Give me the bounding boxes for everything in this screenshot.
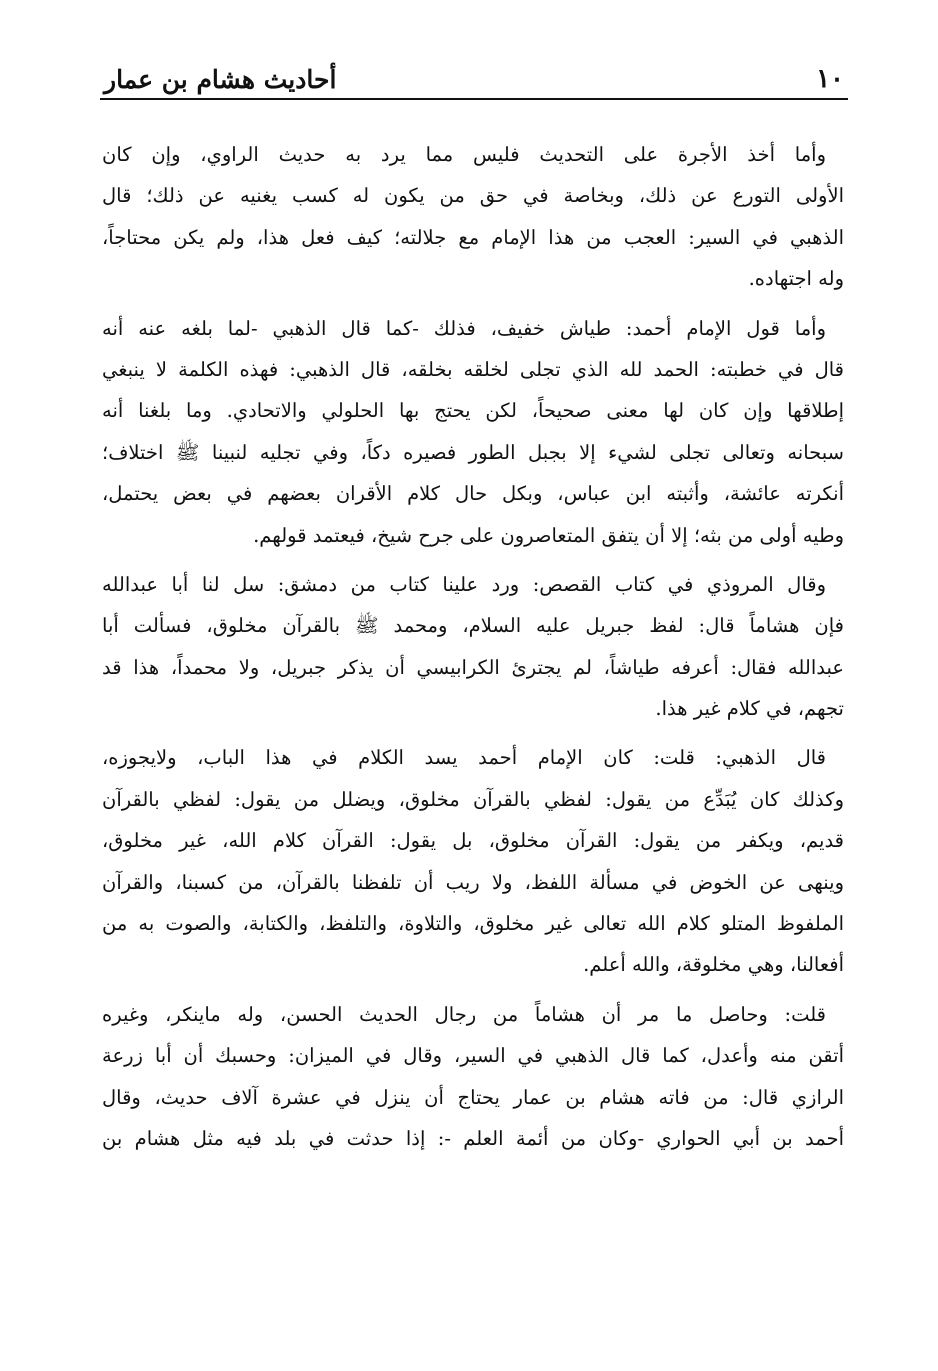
text-line: وينهى عن الخوض في مسألة اللفظ، ولا ريب أن تلفظنا بالقرآن، من كسبنا، والقرآن (102, 870, 844, 894)
text-line: الذهبي في السير: العجب من هذا الإمام مع جلالته؛ كيف فعل هذا، ولم يكن محتاجاً، (102, 225, 844, 249)
paragraph-marwazi-report (102, 564, 844, 730)
text-line: تجهم، في كلام غير هذا. (655, 697, 844, 721)
text-line: قال في خطبته: الحمد لله الذي تجلى لخلقه بخلقه، قال الذهبي: فهذه الكلمة لا ينبغي (102, 357, 844, 381)
paragraph-wages-for-narration (102, 134, 844, 300)
text-line: وطيه أولى من بثه؛ إلا أن يتفق المتعاصرون على جرح شيخ، فيعتمد قولهم. (253, 523, 844, 547)
book-title: أحاديث هشام بن عمار (104, 65, 337, 94)
text-line: قال الذهبي: قلت: كان الإمام أحمد يسد الكلام في هذا الباب، ولايجوزه، (102, 746, 826, 770)
text-line: وكذلك كان يُبَدِّع من يقول: لفظي بالقرآن مخلوق، ويضلل من يقول: لفظي بالقرآن (102, 787, 844, 811)
text-line: الرازي قال: من فاته هشام بن عمار يحتاج أن ينزل في عشرة آلاف حديث، وقال (102, 1085, 844, 1109)
text-line: فإن هشاماً قال: لفظ جبريل عليه السلام، ومحمد ﷺ بالقرآن مخلوق، فسألت أبا (102, 614, 844, 638)
text-line: الملفوظ المتلو كلام الله تعالى غير مخلوق، والتلاوة، والتلفظ، والكتابة، والصوت به من (102, 912, 844, 936)
running-header (100, 60, 848, 100)
text-line: وأما أخذ الأجرة على التحديث فليس مما يرد به حديث الراوي، وإن كان (102, 143, 826, 166)
text-line: وأما قول الإمام أحمد: طياش خفيف، فذلك -كما قال الذهبي -لما بلغه عنه أنه (102, 316, 826, 340)
body-text (102, 134, 844, 1167)
text-line: أتقن منه وأعدل، كما قال الذهبي في السير، وقال في الميزان: وحسبك أن أبا زرعة (102, 1044, 844, 1068)
text-line: سبحانه وتعالى تجلى لشيء إلا بجبل الطور فصيره دكاً، وفي تجليه لنبينا ﷺ اختلاف؛ (102, 440, 844, 464)
paragraph-conclusion (102, 994, 844, 1160)
paragraph-ahmad-statement (102, 308, 844, 556)
text-line: وقال المروذي في كتاب القصص: ورد علينا كتاب من دمشق: سل لنا أبا عبدالله (102, 572, 826, 596)
text-line: قلت: وحاصل ما مر أن هشاماً من رجال الحديث الحسن، وله ماينكر، وغيره (102, 1002, 826, 1026)
text-line: قديم، ويكفر من يقول: القرآن مخلوق، بل يقول: القرآن كلام الله، غير مخلوق، (102, 829, 844, 853)
text-line: الأولى التورع عن ذلك، وبخاصة في حق من يكون له كسب يغنيه عن ذلك؛ قال (102, 184, 844, 208)
text-line: أحمد بن أبي الحواري -وكان من أئمة العلم -: إذا حدثت في بلد فيه مثل هشام بن (102, 1126, 844, 1150)
text-line: عبدالله فقال: أعرفه طياشاً، لم يجترئ الكرابيسي أن يذكر جبريل، ولا محمداً، هذا قد (102, 655, 844, 679)
text-line: أنكرته عائشة، وأثبته ابن عباس، وبكل حال كلام الأقران بعضهم في بعض يحتمل، (102, 482, 844, 506)
page-number: ١٠ (816, 64, 844, 94)
paragraph-dhahabi-comment (102, 737, 844, 985)
text-line: وله اجتهاده. (748, 267, 844, 291)
text-line: أفعالنا، وهي مخلوقة، والله أعلم. (583, 953, 844, 977)
text-line: إطلاقها وإن كان لها معنى صحيحاً، لكن يحتج بها الحلولي والاتحادي. وما بلغنا أنه (102, 399, 844, 423)
